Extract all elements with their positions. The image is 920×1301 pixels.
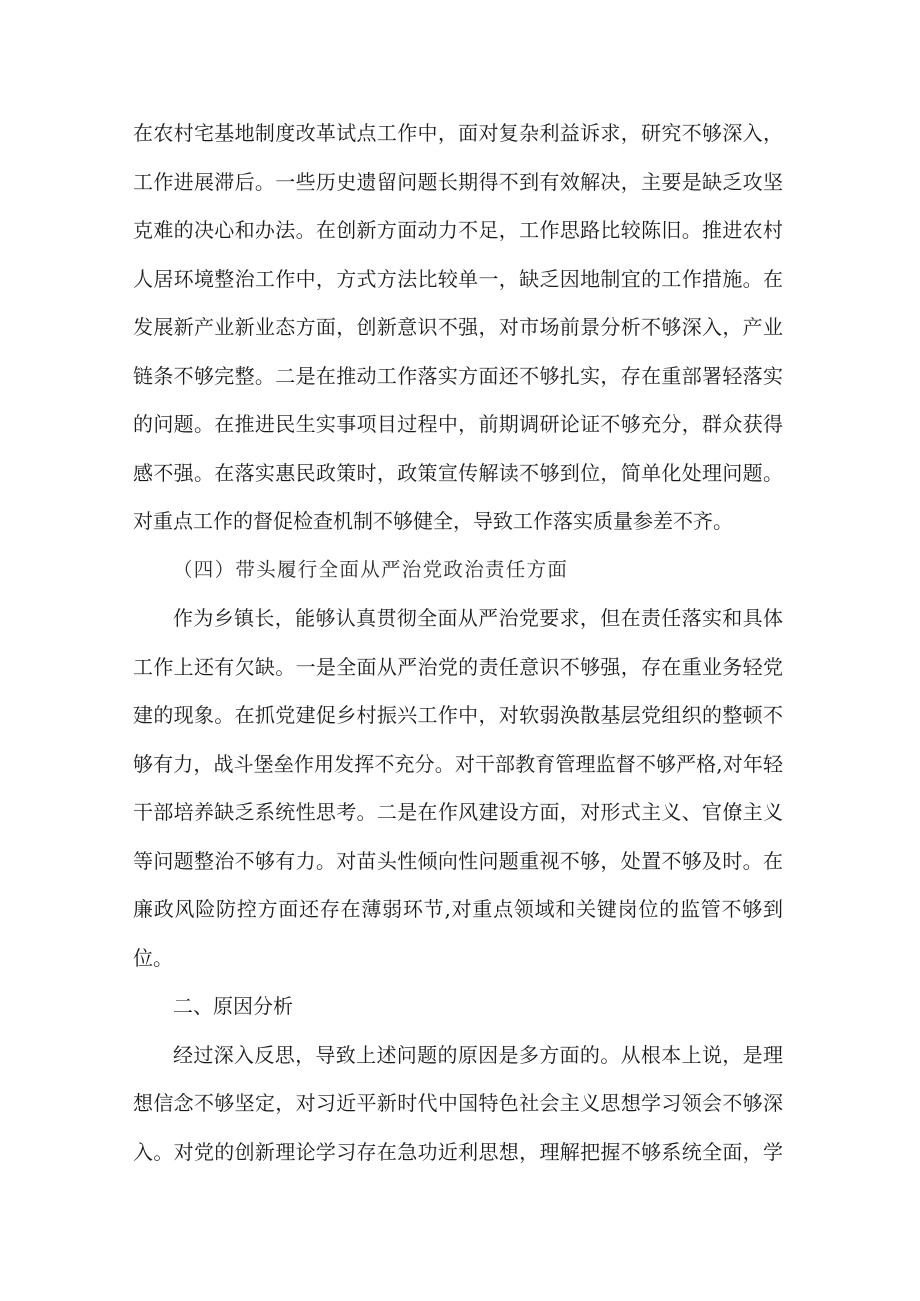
paragraph-line: 对重点工作的督促检查机制不够健全，导致工作落实质量参差不齐。 [133,509,733,533]
paragraph-line: 干部培养缺乏系统性思考。二是在作风建设方面，对形式主义、官僚主义 [133,800,783,824]
paragraph-line: 经过深入反思，导致上述问题的原因是多方面的。从根本上说，是理 [173,1042,783,1067]
paragraph-line: 的问题。在推进民生实事项目过程中，前期调研论证不够充分，群众获得 [133,412,783,436]
paragraph-line: 工作上还有欠缺。一是全面从严治党的责任意识不够强，存在重业务轻党 [133,654,783,679]
paragraph-line: 发展新产业新业态方面，创新意识不强，对市场前景分析不够深入，产业 [133,315,783,339]
paragraph-line: 感不强。在落实惠民政策时，政策宣传解读不够到位，简单化处理问题。 [133,460,783,485]
paragraph-cause-analysis [0,1031,920,1177]
paragraph-line: 位。 [133,945,173,970]
paragraph-line: 想信念不够坚定，对习近平新时代中国特色社会主义思想学习领会不够深 [133,1091,783,1115]
paragraph-line: 够有力，战斗堡垒作用发挥不充分。对干部教育管理监督不够严格,对年轻 [133,751,783,776]
paragraph-line: 建的现象。在抓党建促乡村振兴工作中，对软弱涣散基层党组织的整顿不 [133,703,783,727]
section-heading: 二、原因分析 [173,994,293,1018]
paragraph-work-implementation [0,109,920,546]
paragraph-line: 人居环境整治工作中，方式方法比较单一，缺乏因地制宜的工作措施。在 [133,266,783,291]
subsection-heading: （四）带头履行全面从严治党政治责任方面 [173,557,569,581]
paragraph-line: 入。对党的创新理论学习存在急功近利思想，理解把握不够系统全面，学 [133,1139,783,1164]
document-body [0,109,920,1176]
paragraph-line: 工作进展滞后。一些历史遗留问题长期得不到有效解决，主要是缺乏攻坚 [133,169,783,194]
paragraph-line: 克难的决心和办法。在创新方面动力不足，工作思路比较陈旧。推进农村 [133,218,783,242]
paragraph-party-responsibility [0,594,920,982]
paragraph-line: 链条不够完整。二是在推动工作落实方面还不够扎实，存在重部署轻落实 [133,363,783,388]
paragraph-line: 作为乡镇长，能够认真贯彻全面从严治党要求，但在责任落实和具体 [173,606,783,630]
paragraph-line: 等问题整治不够有力。对苗头性倾向性问题重视不够，处置不够及时。在 [133,848,783,873]
paragraph-line: 在农村宅基地制度改革试点工作中，面对复杂利益诉求，研究不够深入， [133,121,783,145]
paragraph-line: 廉政风险防控方面还存在薄弱环节,对重点领域和关键岗位的监管不够到 [133,897,783,921]
